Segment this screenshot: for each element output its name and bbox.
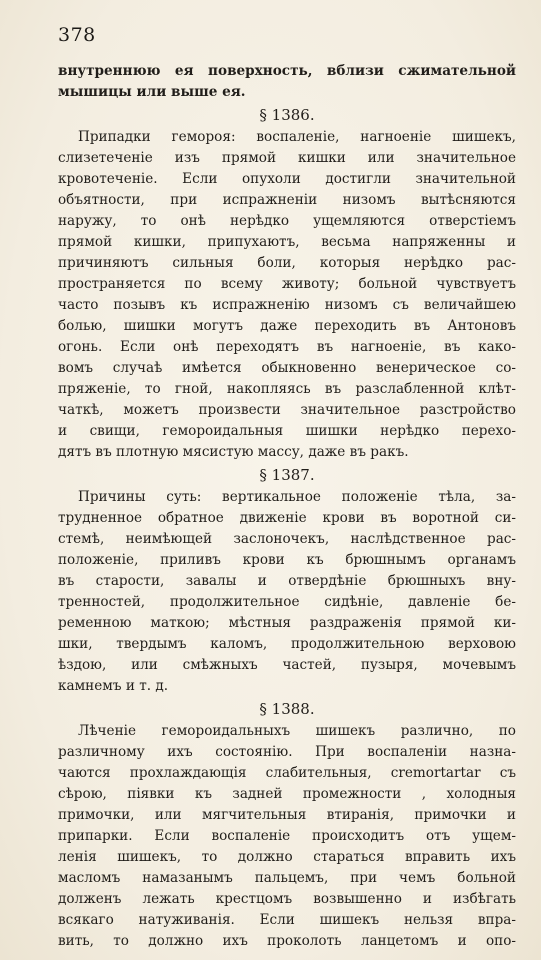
text-line: мышицы или выше ея.	[58, 84, 246, 100]
text-line: вить, то должно ихъ проколоть ланцетомъ и опо-	[58, 933, 516, 949]
text-line: болью, шишки могутъ даже переходить въ Антоновъ	[58, 318, 516, 334]
body-text	[58, 61, 516, 952]
page-number: 378	[58, 24, 96, 46]
text-line: прямой кишки, припухаютъ, весьма напряженны и	[58, 234, 516, 250]
text-line: Причины суть: вертикальное положеніе тѣла, за-	[78, 489, 516, 505]
text-line: ленія шишекъ, то должно стараться вправить ихъ	[58, 849, 516, 865]
text-line: различному ихъ состоянію. При воспаленіи назна-	[58, 744, 516, 760]
text-line: камнемъ и т. д.	[58, 678, 169, 694]
text-line: наружу, то онѣ нерѣдко ущемляются отверстіемъ	[58, 213, 516, 229]
text-line: пряженіе, то гной, накопляясь въ разслабленной клѣт-	[58, 381, 516, 397]
text-line: Припадки геморoя: воспаленіе, нагноеніе шишекъ,	[78, 129, 516, 145]
text-line: и свищи, геморoидальныя шишки нерѣдко перехо-	[58, 423, 516, 439]
section-heading-1387: § 1387.	[259, 466, 315, 484]
text-line: тренностей, продолжительное сидѣніе, давленіе бе-	[58, 594, 516, 610]
text-line: чаткѣ, можетъ произвести значительное разстройство	[58, 402, 516, 418]
text-line: кровотеченіе. Если опухоли достигли значительной	[58, 171, 516, 187]
text-line: причиняютъ сильныя боли, которыя нерѣдко рас-	[58, 255, 516, 271]
text-line: ѣздою, или смѣжныхъ частей, пузыря, мочевымъ	[58, 657, 516, 673]
text-line: припарки. Если воспаленіе происходитъ отъ ущем-	[58, 828, 516, 844]
text-line: шки, твердымъ каломъ, продолжительною верховою	[58, 636, 516, 652]
text-line: всякаго натуживанія. Если шишекъ нельзя впра-	[58, 912, 516, 928]
text-line: внутреннюю ея поверхность, вблизи сжимательной	[58, 63, 516, 79]
text-line: чаются прохлаждающія слабительныя, cremortartar съ	[58, 765, 516, 781]
section-heading-1388: § 1388.	[259, 700, 315, 718]
text-line: ременною маткою; мѣстныя раздраженія прямой ки-	[58, 615, 516, 631]
text-line: слизетеченіе изъ прямой кишки или значительное	[58, 150, 516, 166]
text-line: пространяется по всему животу; больной чувствуетъ	[58, 276, 516, 292]
text-line: масломъ намазанымъ пальцемъ, при чемъ больной	[58, 870, 516, 886]
text-line: часто позывъ къ испражненію низомъ съ величайшею	[58, 297, 516, 313]
text-line: дятъ въ плотную мясистую массу, даже въ ракъ.	[58, 444, 409, 460]
text-line: стемѣ, неимѣющей заслоночекъ, наслѣдственное рас-	[58, 531, 516, 547]
text-line: положеніе, приливъ крови къ брюшнымъ органамъ	[58, 552, 516, 568]
section-heading-1386: § 1386.	[259, 106, 315, 124]
text-line: примочки, или мягчительныя втиранія, примочки и	[58, 807, 516, 823]
text-line: Лѣченіе геморoидальныхъ шишекъ различно, по	[78, 723, 516, 739]
text-line: трудненное обратное движеніе крови въ воротной си-	[58, 510, 516, 526]
text-line: долженъ лежать крестцомъ возвышенно и избѣгать	[58, 891, 516, 907]
text-line: вомъ случаѣ имѣется обыкновенно венерическое со-	[58, 360, 516, 376]
text-line: объятности, при испражненіи низомъ вытѣсняются	[58, 192, 516, 208]
text-line: сѣрою, піявки къ задней промежности , холодныя	[58, 786, 516, 802]
text-line: въ старости, завалы и отвердѣніе брюшныхъ вну-	[58, 573, 516, 589]
text-line: огонь. Если онѣ переходятъ въ нагноеніе, въ како-	[58, 339, 516, 355]
